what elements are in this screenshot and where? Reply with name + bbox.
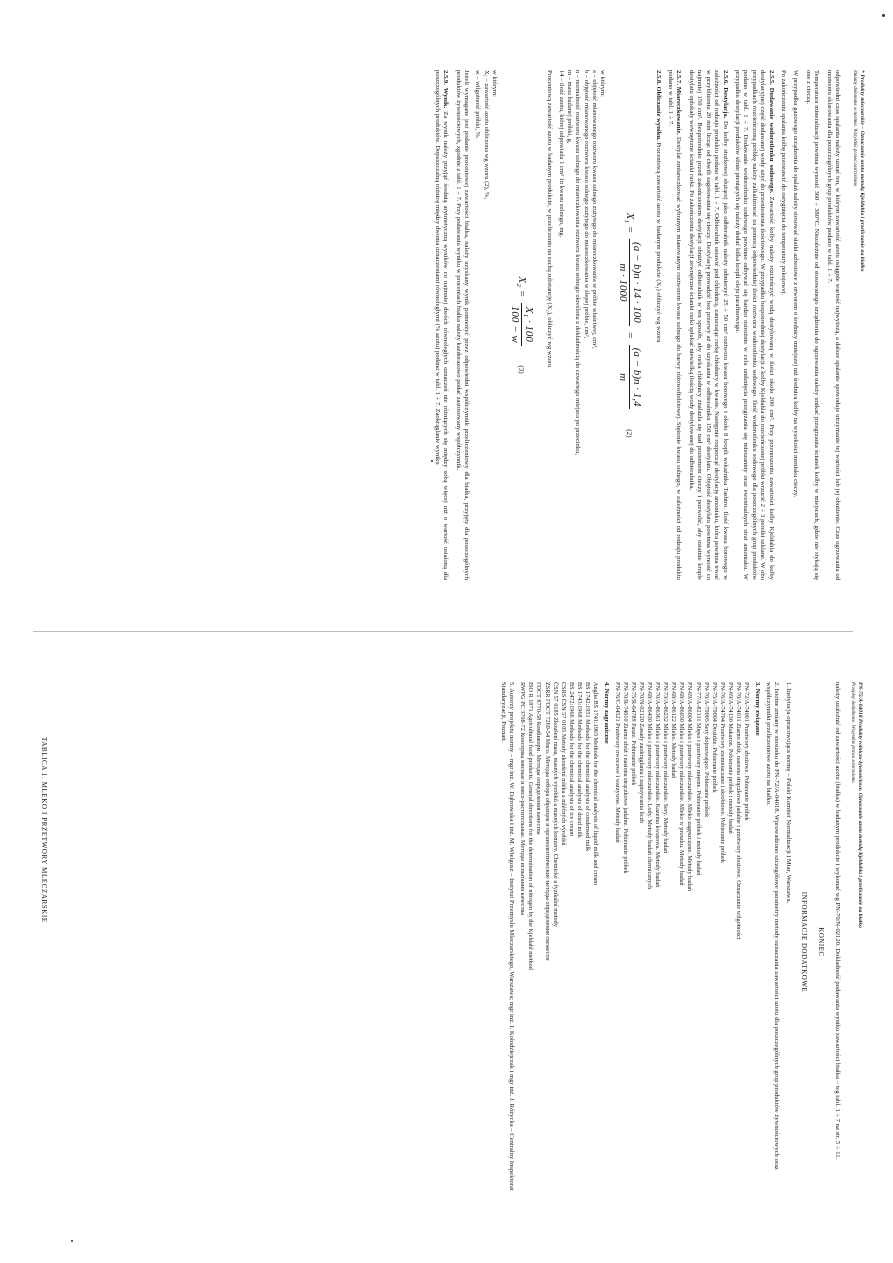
- related-standard: PN-77/A-82111 Mięso i przetwory mięsne. Pobieranie próbek i metody badań: [694, 682, 702, 876]
- foreign-standard: CSRS ČSN 57 0105 Metody zkoušení mléka a mléčných výrobků: [559, 682, 567, 846]
- equation-3-fraction: [508, 303, 535, 346]
- section-2-5-8-title: 2.5.8. Obliczanie wyniku.: [654, 70, 662, 141]
- foreign-standard: RWPG PC 3708-72 Консервы мясные и мясо-растительные. Методы испытания качества: [519, 682, 527, 916]
- section-2-5-8-protein-factor: Jeżeli wymagane jest podanie procentowej zawartości białka, należy uzyskany wynik pomnożyć przez odpowiedni współczynnik przeliczeniowy dla białka, przyjęty dla poszczególnych produktów żywnościowych, zgodnie z tabl. 1 ÷ 7. Przy podawaniu wyniku w procentach białka należy każdorazowo podać zastosowany współczynnik.: [454, 70, 471, 580]
- foreign-standard: ČSN 57 0185 Zkoušení masa, masných výrobků a masných konzerv. Chemické a fyzikální metody: [551, 682, 559, 927]
- section-2-5-5-text: Zawartość kolby należy rozcieńczyć wodą destylowaną w ilości około 200 cm³. Przy przenoszeniu zawartości kolby Kjeldahla do kolby destylacyjnej część dodawanej wody użyć do przeniesienia ilościowego. W przypadku bezpośredniej destylacji z kolby Kjeldahla do rozcieńczonej próbki wrzucić 2 ÷ 3 perełki szklane. W obu przypadkach rozcieńczoną próbkę należy zalkalizować za pomocą odpowiedniej ilości roztworu wodorotlenku sodowego. Ilość wodorotlenku sodowego dla poszczególnych grup produktów podano w tabl. 1 ÷ 7. Dodawanie wodorotlenku sodowego powinno odbywać się bardzo ostrożnie w celu uniknięcia przegrzania się mieszaniny oraz ewentualnych strat amoniaku. W przypadku destylacji produktów silnie pieniących się należy dodać kilka kropli oleju parafinowego.: [733, 70, 775, 580]
- section-2-5-5-title: 2.5.5. Dodawanie wodorotlenku sodowego.: [767, 70, 775, 194]
- related-standard: PN-68/A-86030 Mleko i przetwory mleczarskie. Mleko w proszku. Metody badań: [678, 682, 686, 886]
- equation-3-definitions: [473, 70, 498, 580]
- related-standard: PN-73/A-86232 Mleko i przetwory mleczarskie. Sery. Metody badań: [662, 682, 670, 854]
- right-page-body: [498, 682, 841, 1202]
- equation-2-equals: =: [624, 331, 637, 339]
- equation-2: [616, 70, 643, 580]
- section-2-5-5: [733, 70, 775, 580]
- section-2-5-8-dry-matter: Procentową zawartość azotu w badanym produkcie, w przeliczeniu na suchą substancję (X₂), obliczyć wg wzoru: [546, 70, 554, 368]
- equation-2-denominator-2: m: [617, 373, 630, 382]
- section-2-5-8-text: Procentową zawartość azotu w badanym produkcie (X₁) obliczyć wg wzoru: [654, 142, 662, 343]
- related-standard: PN-70/R-74010 Ziarno zbóż i nasiona strączkowe jadalne. Pobieranie próbek: [621, 682, 629, 874]
- equation-2-numerator-2: (a − b)n · 1,4: [629, 345, 643, 410]
- scan-speck: [882, 14, 885, 17]
- left-page-subheader: Zmiany dokonane w normie. Wszystkie prawa zastrzeżone.: [852, 70, 857, 188]
- equation-3-lhs: X₂ =: [516, 276, 529, 298]
- related-standard: PN-72/A-74001 Przetwory zbożowe. Pobieranie próbek: [743, 682, 751, 821]
- equation-3-denominator: 100 − w: [509, 305, 522, 343]
- equation-2-fraction-1: [616, 239, 643, 326]
- foreign-standard: BS 2472:1966 Methods for the chemical analysis of ice cream: [567, 682, 575, 837]
- scan-speck: [431, 460, 433, 462]
- section-2-5-6-title: 2.5.6. Destylacja.: [721, 70, 729, 119]
- related-standard: PN-68/A-86430 Mleko i przetwory mleczarskie. Lody. Metody badań chemicznych: [646, 682, 654, 890]
- definition-w: w – wilgotność próbki, %.: [474, 70, 482, 139]
- info-title: INFORMACJE DODATKOWE: [800, 891, 809, 993]
- definition-14: 14 – ilość azotu, której odpowiada 1 cm³ 1n kwasu solnego, mg.: [557, 70, 565, 238]
- related-standard: PN-69/A-74130 Makaron. Pobieranie próbek i metody badań: [726, 682, 734, 834]
- scan-speck: [71, 1240, 73, 1242]
- equation-2-lhs: X₁ =: [624, 212, 637, 234]
- section-2-5-7: [666, 70, 683, 580]
- equation-3-number: (3): [517, 365, 526, 374]
- info-item-2: 2. Istotne zmiany w stosunku do PN-72/A-04018. Wprowadzono szczegółowe parametry metody oznaczania zawartości azotu dla poszczególnych grup produktów żywnościowych oraz współczynniki przeliczeniowe azotu na białko.: [764, 682, 781, 1170]
- paragraph-gas-burner: W przypadku gazowego urządzenia do spalań należy stosować siatki azbestowe z otworem o średnicy mniejszej niż średnica kolby na wysokości menisku cieczy.: [792, 70, 800, 498]
- definition-a: a – objętość mianowanego roztworu kwasu solnego zużytego do miareczkowania w próbie właściwej, cm³,: [590, 70, 598, 349]
- left-page-header: * Produkty mleczarskie – Oznaczanie azotu metodą Kjeldahla i przeliczanie na białko: [859, 70, 865, 272]
- left-page: [0, 0, 893, 631]
- equation-2-numerator-1: (a − b)n · 14 · 100: [629, 239, 643, 326]
- equation-3: [508, 70, 535, 580]
- equation-2-number: (2): [625, 429, 634, 438]
- related-standard: PN-70/A-74011 Ziarno zbóż, nasiona strączkowe jadalne i przetwory zbożowe. Oznaczanie wilgotności: [735, 682, 743, 940]
- section-2-5-6-text: Do kolby stożkowej służącej jako odbieralnik należy odmierzyć 25 ÷ 50 cm³ roztworu kwasu borowego i około 8 kropli wskaźnika Tashiro. Ilość kwasu borowego w zależności od rodzaju produktu podano w tabl. 1 ÷ 7. Odbieralnik ustawić pod chłodnicą, zanurzając rurkę chłodnicy w kwasie. Następnie rozpocząć destylację amoniaku, która powinna trwać w przybliżeniu 20 min licząc od chwili zagotowania się cieczy. Destylację prowadzić bez przerwy aż do uzyskania w odbieralniku 150 cm³ destylatu. Objętość destylatu powinna wynosić co najmniej 150 cm³. Bezpośrednio przed zakończeniem destylacji obniżyć odbieralnik w ten sposób, aby rurka chłodnicy znalazła się nad poziomem cieczy i pozwolić, aby ostatnie krople destylatu opłukały wewnętrzne ścianki rurki. Po zakończeniu destylacji zewnętrzne ścianki rurki spłukać niewielką ilością wody destylowanej do odbieralnika.: [687, 70, 729, 580]
- right-page: [0, 632, 893, 1263]
- left-page-body: [429, 70, 841, 580]
- related-standard: PN-68/A-86122 Mleko. Metody badań: [670, 682, 678, 779]
- info-item-4: 4. Normy zagraniczne: [602, 682, 610, 744]
- right-page-header: PN-75/A-04018 Produkty rolniczo-żywnościowe. Oznaczanie azotu metodą Kjeldahla i przeliczanie na białko: [857, 682, 863, 928]
- section-2-5-9: [433, 70, 450, 580]
- equation-3-numerator: X₁ · 100: [521, 303, 535, 346]
- definition-b: b – objętość mianowanego roztworu kwasu solnego zużytego do miareczkowania w ślepej próbie, cm³,: [582, 70, 590, 339]
- section-2-5-7-text: Destylat zmiareczkować wybranym mianowanym roztworem kwasu solnego do barwy różowofioletowej. Stężenie kwasu solnego, w zależności od rodzaju produktu podano w tabl. 1 ÷ 7.: [667, 70, 683, 580]
- section-2-5-9-text: Za wynik należy przyjąć średnią arytmetyczną wyników co najmniej dwóch równoległych oznaczeń nie różniących się między sobą więcej niż o wartość ustaloną dla poszczególnych produktów. Dopuszczalną różnicę między dwoma oznaczeniami równoległymi (% azotu) podano w tabl. 1 ÷ 7. Zaokrąglanie wyniku: [433, 70, 450, 580]
- definition-m: m – masa badanej próbki, g,: [566, 70, 574, 144]
- table-1-title: TABLICA 1. MLEKO I PRZETWORY MLECZARSKIE: [40, 737, 48, 923]
- related-standard: PN-70/A-86361 Mleko i przetwory mleczarskie. Kazeina kwasowa. Metody badań: [654, 682, 662, 888]
- equation-2-fraction-2: [616, 345, 643, 410]
- related-standard: PN-76/A-74704 Przetwory ziemniaczane i skrobiowe. Pobieranie próbek: [718, 682, 726, 863]
- foreign-standards-list: [518, 682, 599, 1202]
- related-standard: PN-69/A-86004 Mleko i przetwory mleczarskie. Mleko zagęszczone. Metody badań: [686, 682, 694, 891]
- right-intro-paragraph: należy uzależnić od zawartości azotu (białka) w badanym produkcie i wykonać wg PN-70/N-02120. Dokładność podawania wyniku zawartości białka – wg tabl. 1 ÷ 7 na str. 5 ÷ 11.: [834, 682, 841, 1160]
- info-item-3: 3. Normy związane: [753, 682, 761, 736]
- info-item-5: 5. Autorzy projektu normy – mgr inż. W. Dąbrowska i inż. M. Wielgosz – Instytut Przemysłu Mleczarskiego, Warszawa; mgr inż. I. Kołodziejczak i mgr inż. J. Różycka – Centralny Inspektorat Standaryzacji, Poznań.: [499, 682, 516, 1191]
- foreign-standard: BS 1742:1951 Methods for the chemical analysis of condensed milk: [584, 682, 592, 852]
- foreign-standard: ГОСТ 8770-58 Комбикорм. Методы определения качества: [535, 682, 543, 835]
- related-standard: PN-76/C-04521 Przetwory owocowe i warzywne. Metody badań: [613, 682, 621, 843]
- related-standard: PN-75/R-64789 Pasze. Pobieranie próbek: [629, 682, 637, 786]
- section-2-5-7-title: 2.5.7. Miareczkowanie.: [675, 70, 683, 135]
- foreign-standard: Anglia BS 1741:1963 Methods for the chemical analysis of liquid milk and cream: [592, 682, 600, 886]
- foreign-standard: BS 1743:1968 Methods for the chemical analysis of dried milk: [575, 682, 583, 838]
- right-page-subheader: Przepisy dodatkowe. Wszystkie prawa zastrzeżone.: [850, 682, 855, 784]
- equation-2-denominator-1: m · 1000: [617, 263, 630, 302]
- section-2-5-8: [653, 70, 661, 580]
- section-2-5-9-title: 2.5.9. Wynik.: [442, 70, 450, 109]
- where-label-2: w którym:: [491, 70, 499, 97]
- definition-n: n – normalność roztworu kwasu solnego do miareczkowania roztworu kwasu solnego określona z dokładnością do czwartego miejsca po przecinku,: [574, 70, 582, 456]
- related-standards-list: [613, 682, 751, 1202]
- paragraph-cooling: Po zakończeniu spalania kolbę pozostawić do ostygnięcia do temperatury pokojowej.: [779, 70, 787, 296]
- paragraph-heating-time: odpowiedni czas spalania należy uznać ten, w którym zawartość azotu osiągnie wartość najwyższą, a dalsze spalanie spowoduje utrzymanie tej wartości lub jej obniżenie. Czas ogrzewania od momentu sklarowania dla poszczególnych grup produktów podano w tabl. 1 ÷ 7.: [825, 70, 841, 580]
- related-standard: PN-70/A-79005 Sery dojrzewające. Pobieranie próbek: [702, 682, 710, 818]
- foreign-standard: ZSRR ГОСТ 7269-54 Мясо. Методы отбора образцов и органолептические методы определения свежести: [543, 682, 551, 961]
- equation-2-definitions: [557, 70, 607, 580]
- foreign-standard: ISO R 1871 Agricultural food products. General directions for the determination of nitrogen by the Kjeldahl method: [527, 682, 535, 970]
- related-standard: PN-70/N-02120 Zasady zaokrąglania i zapisywania liczb: [637, 682, 645, 824]
- section-2-5-6: [687, 70, 729, 580]
- koniec-label: KONIEC: [816, 927, 825, 957]
- definition-x1: X₁ – zawartość azotu obliczona wg wzoru (2), %,: [482, 70, 490, 199]
- paragraph-temperature: Temperatura mineralizacji powinna wynosić 360 ÷ 380°C. Niezależnie od stosowanego urządzenia do ogrzewania należy unikać przegrzania ścianek kolby w miejscach, gdzie nie stykają się one z cieczą.: [804, 70, 821, 580]
- where-label-1: w którym:: [599, 70, 607, 97]
- related-standard: PN-75/A-79004 Drożdże. Pobieranie próbek: [710, 682, 718, 793]
- info-item-1: 1. Instytucja opracowująca normę – Polski Komitet Normalizacji i Miar, Warszawa.: [784, 682, 792, 904]
